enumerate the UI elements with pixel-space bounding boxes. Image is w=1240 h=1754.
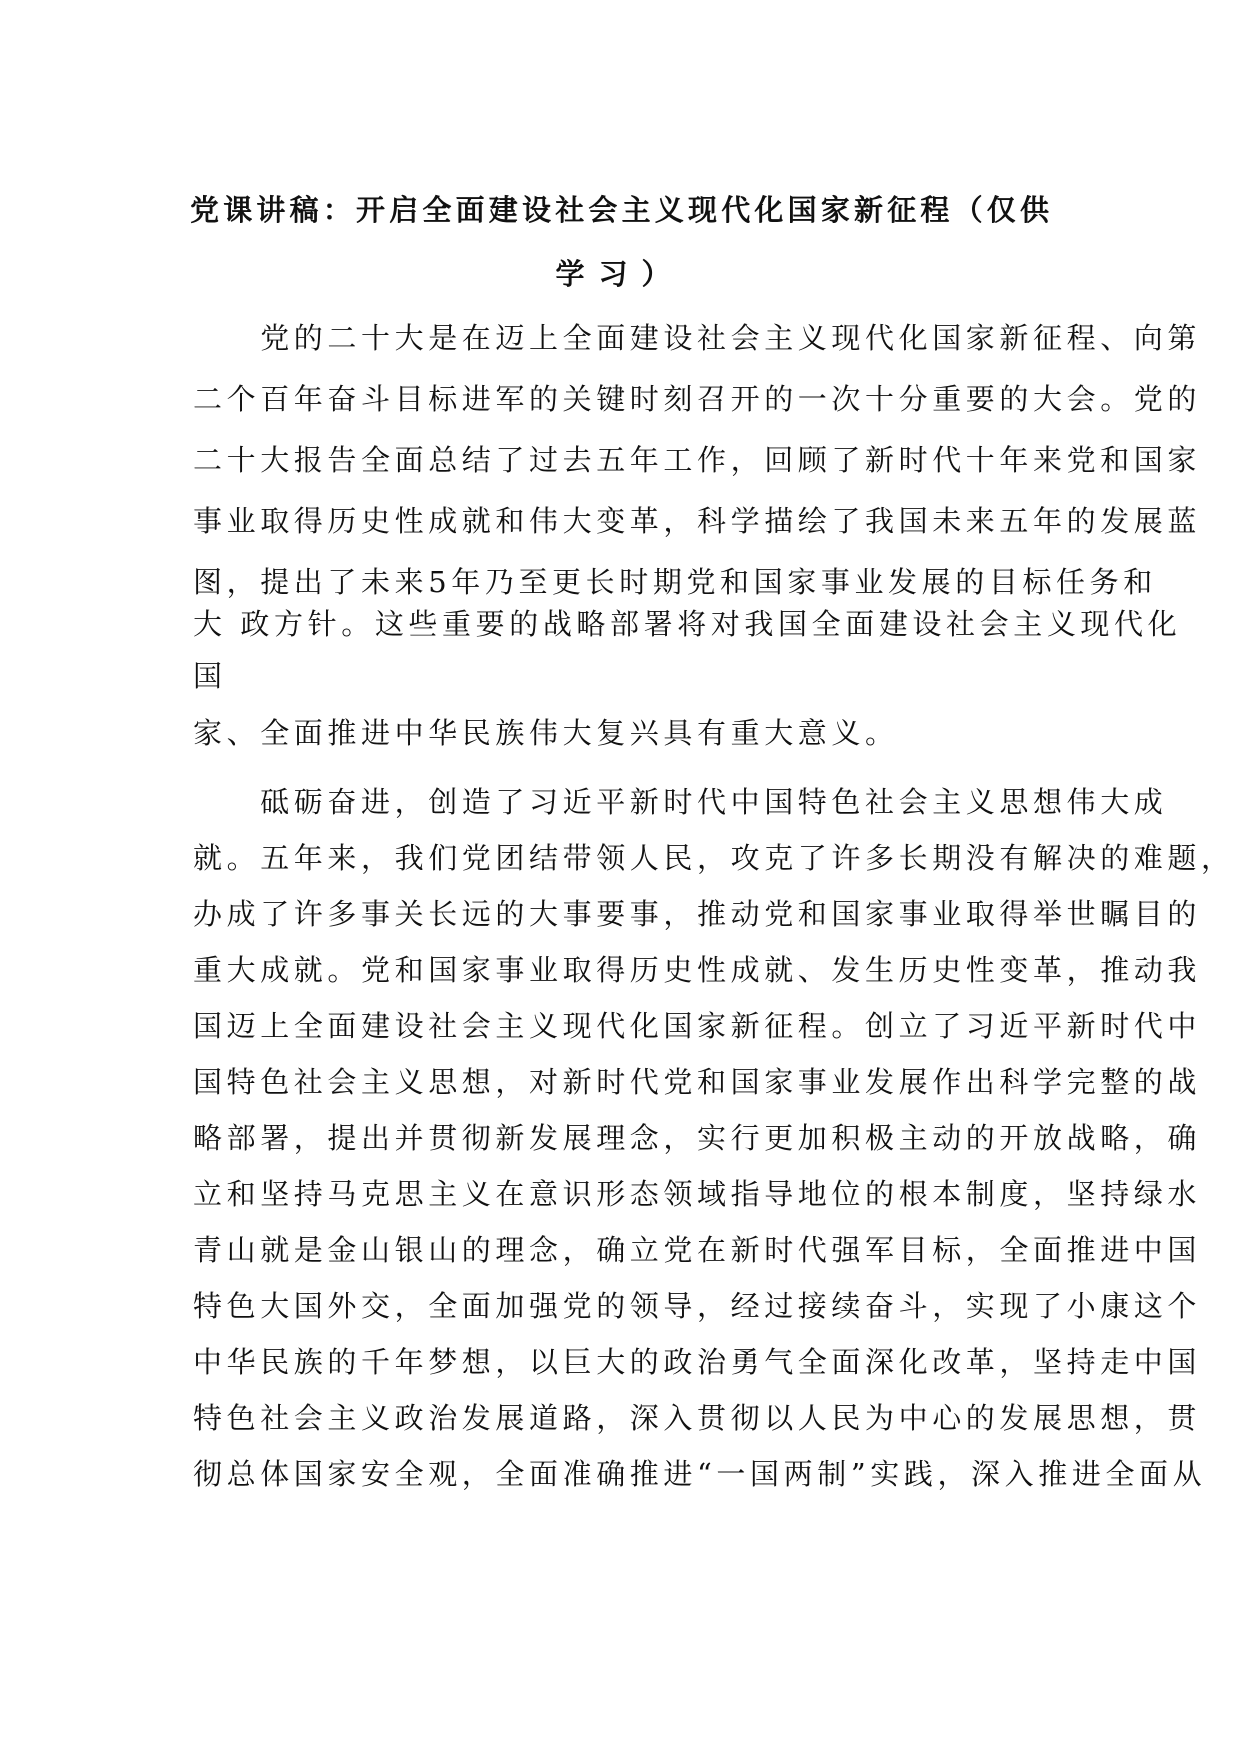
paragraph-line: 青山就是金山银山的理念，确立党在新时代强军目标，全面推进中国 bbox=[193, 1233, 1202, 1267]
paragraph-line: 特色社会主义政治发展道路，深入贯彻以人民为中心的发展思想，贯 bbox=[193, 1401, 1202, 1435]
paragraph-line: 国 bbox=[193, 659, 227, 693]
paragraph-line: 图，提出了未来5年乃至更长时期党和国家事业发展的目标任务和 bbox=[193, 565, 1157, 599]
paragraph-line: 国特色社会主义思想，对新时代党和国家事业发展作出科学完整的战 bbox=[193, 1065, 1202, 1099]
paragraph-line: 国迈上全面建设社会主义现代化国家新征程。创立了习近平新时代中 bbox=[193, 1009, 1202, 1043]
paragraph-line: 立和坚持马克思主义在意识形态领域指导地位的根本制度，坚持绿水 bbox=[193, 1177, 1202, 1211]
paragraph-line: 中华民族的千年梦想，以巨大的政治勇气全面深化改革，坚持走中国 bbox=[193, 1345, 1202, 1379]
paragraph-line: 大 政方针。这些重要的战略部署将对我国全面建设社会主义现代化 bbox=[193, 607, 1182, 641]
paragraph-line: 党的二十大是在迈上全面建设社会主义现代化国家新征程、向第 bbox=[193, 321, 1202, 355]
paragraph-line: 办成了许多事关长远的大事要事，推动党和国家事业取得举世瞩目的 bbox=[193, 897, 1202, 931]
paragraph-line: 特色大国外交，全面加强党的领导，经过接续奋斗，实现了小康这个 bbox=[193, 1289, 1202, 1323]
paragraph-line: 二十大报告全面总结了过去五年工作，回顾了新时代十年来党和国家 bbox=[193, 443, 1202, 477]
paragraph-line: 略部署，提出并贯彻新发展理念，实行更加积极主动的开放战略，确 bbox=[193, 1121, 1202, 1155]
paragraph-line: 砥砺奋进，创造了习近平新时代中国特色社会主义思想伟大成 bbox=[193, 785, 1168, 819]
paragraph-line: 就。五年来，我们党团结带领人民，攻克了许多长期没有解决的难题， bbox=[193, 841, 1235, 875]
paragraph-line: 事业取得历史性成就和伟大变革，科学描绘了我国未来五年的发展蓝 bbox=[193, 504, 1202, 538]
paragraph-line: 家、全面推进中华民族伟大复兴具有重大意义。 bbox=[193, 716, 899, 750]
document-title-line-2: 学习） bbox=[555, 257, 685, 291]
document-title-line-1: 党课讲稿：开启全面建设社会主义现代化国家新征程（仅供 bbox=[190, 193, 1054, 227]
paragraph-line: 重大成就。党和国家事业取得历史性成就、发生历史性变革，推动我 bbox=[193, 953, 1202, 987]
paragraph-line: 二个百年奋斗目标进军的关键时刻召开的一次十分重要的大会。党的 bbox=[193, 382, 1202, 416]
paragraph-line: 彻总体国家安全观，全面准确推进“一国两制”实践，深入推进全面从 bbox=[193, 1457, 1207, 1491]
